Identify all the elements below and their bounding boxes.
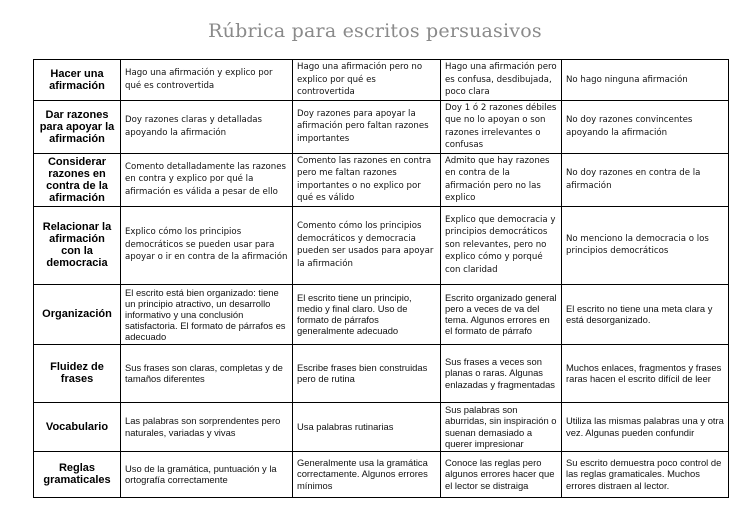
criterion-label: Relacionar la afirmación con la democracia: [34, 206, 121, 284]
page-title: Rúbrica para escritos persuasivos: [208, 20, 542, 42]
level-2-cell: Admito que hay razones en contra de la afirmación pero no las explico: [441, 153, 562, 206]
level-4-cell: Doy razones claras y detalladas apoyando la afirmación: [121, 100, 293, 153]
table-row: [34, 344, 729, 402]
level-4-cell: Hago una afirmación y explico por qué es controvertida: [121, 60, 293, 101]
level-1-cell: No menciono la democracia o los principios democráticos: [562, 206, 729, 284]
level-4-cell: Comento detalladamente las razones en contra y explico por qué la afirmación es válida a pesar de ello: [121, 153, 293, 206]
level-3-cell: Generalmente usa la gramática correctamente. Algunos errores mínimos: [293, 451, 441, 497]
level-1-cell: Utiliza las mismas palabras una y otra vez. Algunas pueden confundir: [562, 402, 729, 451]
level-2-cell: Hago una afirmación pero es confusa, desdibujada, poco clara: [441, 60, 562, 101]
level-4-cell: Las palabras son sorprendentes pero naturales, variadas y vivas: [121, 402, 293, 451]
level-4-cell: Uso de la gramática, puntuación y la ortografía correctamente: [121, 451, 293, 497]
level-3-cell: Comento las razones en contra pero me faltan razones importantes o no explico por qué es válido: [293, 153, 441, 206]
criterion-label: Fluidez de frases: [34, 344, 121, 402]
level-2-cell: Explico que democracia y principios democráticos son relevantes, pero no explico cómo y porqué con claridad: [441, 206, 562, 284]
level-4-cell: El escrito está bien organizado: tiene un principio atractivo, un desarrollo informativo y una conclusión satisfactoria. El formato de párrafos es adecuado: [121, 284, 293, 344]
level-1-cell: No doy razones convincentes apoyando la afirmación: [562, 100, 729, 153]
level-2-cell: Doy 1 ó 2 razones débiles que no lo apoyan o son razones irrelevantes o confusas: [441, 100, 562, 153]
level-2-cell: Conoce las reglas pero algunos errores hacer que el lector se distraiga: [441, 451, 562, 497]
level-2-cell: Sus palabras son aburridas, sin inspiración o suenan demasiado a querer impresionar: [441, 402, 562, 451]
table-row: [34, 402, 729, 451]
level-3-cell: Comento cómo los principios democráticos y democracia pueden ser usados para apoyar la afirmación: [293, 206, 441, 284]
table-row: [34, 206, 729, 284]
table-row: [34, 284, 729, 344]
rubric-table: [33, 59, 729, 498]
criterion-label: Considerar razones en contra de la afirmación: [34, 153, 121, 206]
table-row: [34, 451, 729, 497]
level-3-cell: Doy razones para apoyar la afirmación pero faltan razones importantes: [293, 100, 441, 153]
level-3-cell: Escribe frases bien construidas pero de rutina: [293, 344, 441, 402]
level-4-cell: Explico cómo los principios democráticos se pueden usar para apoyar o ir en contra de la afirmación: [121, 206, 293, 284]
level-3-cell: El escrito tiene un principio, medio y final claro. Uso de formato de párrafos generalmente adecuado: [293, 284, 441, 344]
level-1-cell: No hago ninguna afirmación: [562, 60, 729, 101]
level-1-cell: Su escrito demuestra poco control de las reglas gramaticales. Muchos errores distraen al lector.: [562, 451, 729, 497]
level-3-cell: Usa palabras rutinarias: [293, 402, 441, 451]
criterion-label: Dar razones para apoyar la afirmación: [34, 100, 121, 153]
table-row: [34, 153, 729, 206]
level-4-cell: Sus frases son claras, completas y de tamaños diferentes: [121, 344, 293, 402]
criterion-label: Reglas gramaticales: [34, 451, 121, 497]
level-3-cell: Hago una afirmación pero no explico por qué es controvertida: [293, 60, 441, 101]
criterion-label: Organización: [34, 284, 121, 344]
level-1-cell: El escrito no tiene una meta clara y está desorganizado.: [562, 284, 729, 344]
table-row: [34, 100, 729, 153]
level-2-cell: Escrito organizado general pero a veces de va del tema. Algunos errores en el formato de párrafo: [441, 284, 562, 344]
level-1-cell: No doy razones en contra de la afirmación: [562, 153, 729, 206]
table-row: [34, 60, 729, 101]
criterion-label: Vocabulario: [34, 402, 121, 451]
level-1-cell: Muchos enlaces, fragmentos y frases raras hacen el escrito difícil de leer: [562, 344, 729, 402]
criterion-label: Hacer una afirmación: [34, 60, 121, 101]
level-2-cell: Sus frases a veces son planas o raras. Algunas enlazadas y fragmentadas: [441, 344, 562, 402]
